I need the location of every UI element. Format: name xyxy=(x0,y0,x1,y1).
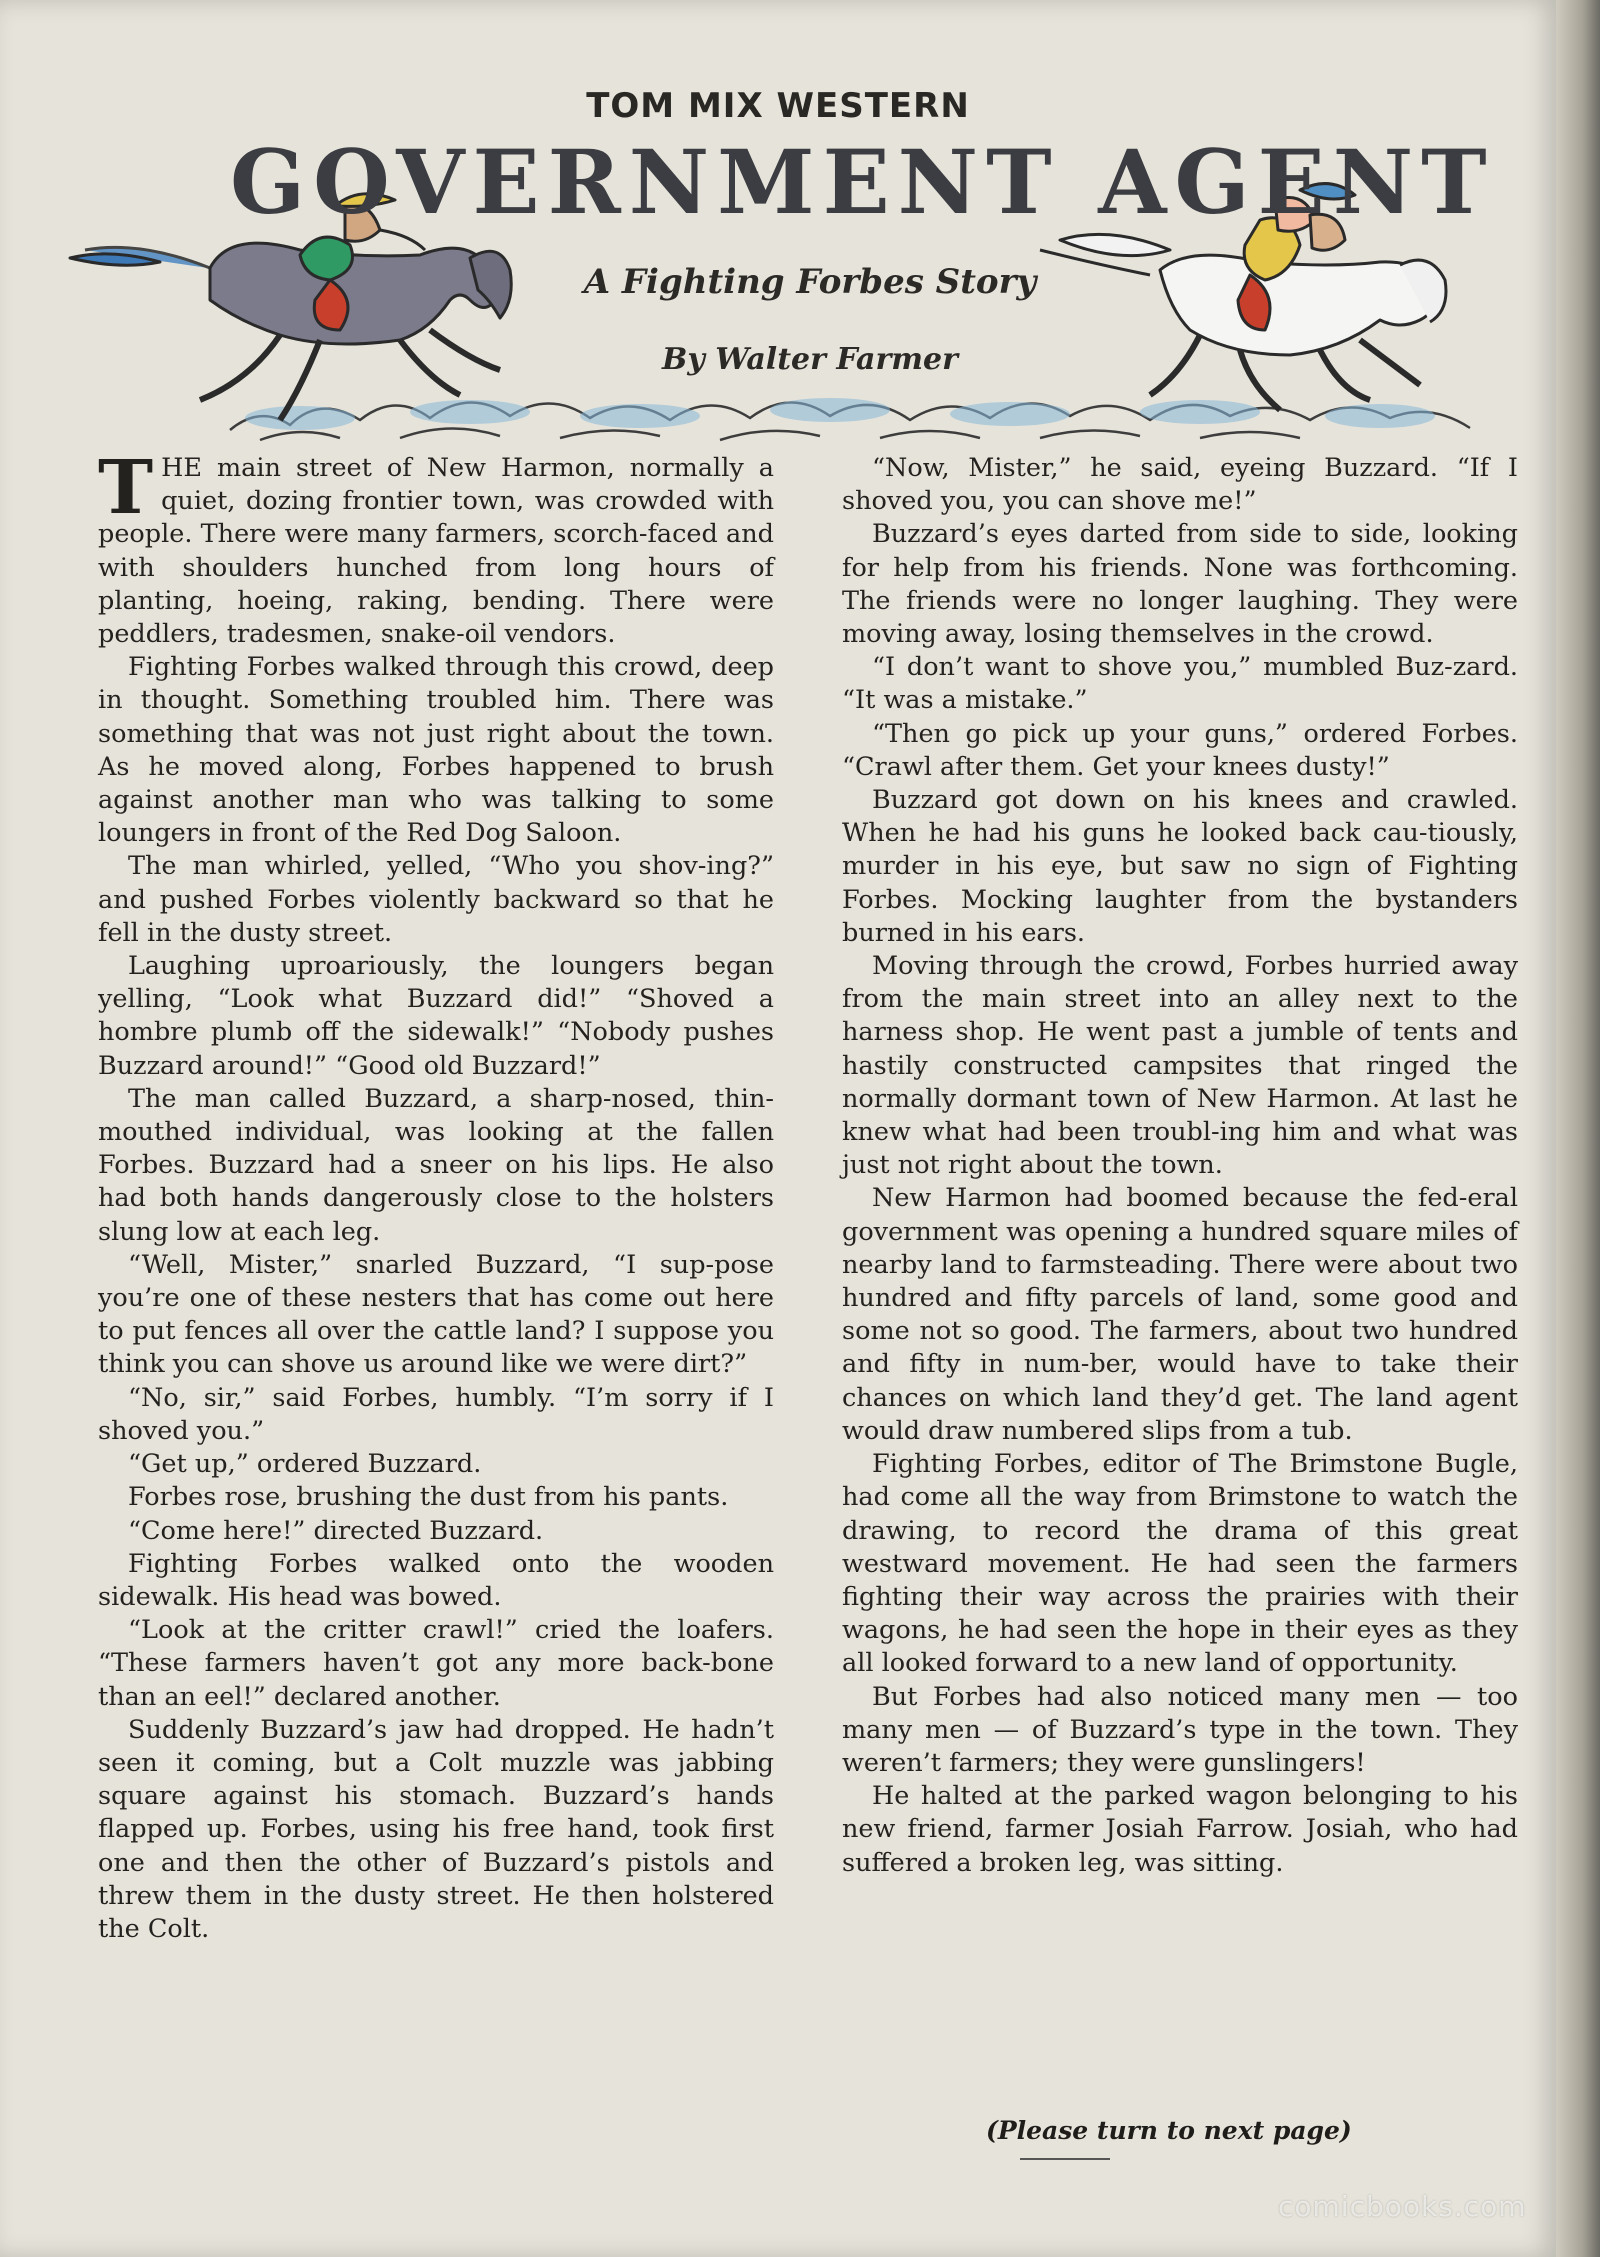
paragraph: But Forbes had also noticed many men — too many men — of Buzzard’s type in the town. They weren’t farmers; they were gunslingers! xyxy=(842,1681,1518,1778)
paragraph: THE main street of New Harmon, normally a quiet, dozing frontier town, was crowded with people. There were many farmers, scorch-faced and with shoulders hunched from long hours of planting, hoeing, raking, bending. There were peddlers, tradesmen, snake-oil vendors. xyxy=(98,445,774,650)
paragraph: Laughing uproariously, the loungers began yelling, “Look what Buzzard did!” “Shoved a hombre plumb off the sidewalk!” “Nobody pushes Buzzard around!” “Good old Buzzard!” xyxy=(98,951,774,1081)
paragraph: “No, sir,” said Forbes, humbly. “I’m sorry if I shoved you.” xyxy=(98,1382,774,1446)
magazine-title: TOM MIX WESTERN xyxy=(586,86,970,126)
site-watermark: comicbooks.com xyxy=(1278,2190,1527,2223)
dust-cloud-shading xyxy=(245,398,1435,430)
paragraph: New Harmon had boomed because the fed-eral government was opening a hundred square miles of nearby land to farmsteading. There were about two hundred and fifty parcels of land, some good and some not so good. The farmers, about two hundred and fifty in num-ber, would have to take their chances on which land they’d get. The land agent would draw numbered slips from a tub. xyxy=(842,1183,1518,1446)
continued-note: (Please turn to next page) xyxy=(986,2116,1352,2145)
paragraph: “I don’t want to shove you,” mumbled Buz-zard. “It was a mistake.” xyxy=(842,652,1518,716)
author-byline: By Walter Farmer xyxy=(662,342,958,377)
paragraph: Buzzard’s eyes darted from side to side, looking for help from his friends. None was forthcoming. The friends were no longer laughing. They were moving away, losing themselves in the crowd. xyxy=(842,519,1518,650)
left-text-column xyxy=(98,445,774,1946)
story-subtitle: A Fighting Forbes Story xyxy=(583,262,1037,302)
story-title: GOVERNMENT AGENT xyxy=(230,130,1495,234)
divider xyxy=(1020,2158,1110,2160)
page-edge xyxy=(1556,0,1600,2257)
paragraph: Fighting Forbes walked onto the wooden sidewalk. His head was bowed. xyxy=(98,1548,774,1612)
right-text-column xyxy=(842,452,1518,1880)
paragraph: Forbes rose, brushing the dust from his pants. xyxy=(128,1482,729,1513)
paragraph: Fighting Forbes walked through this crowd, deep in thought. Something troubled him. There was something that was not just right about the town. As he moved along, Forbes happened to brush against another man who was talking to some loungers in front of the Red Dog Saloon. xyxy=(98,652,774,849)
drop-cap: T xyxy=(98,445,154,531)
paragraph: The man called Buzzard, a sharp-nosed, thin-mouthed individual, was looking at the fallen Forbes. Buzzard had a sneer on his lips. He also had both hands dangerously close to the holsters slung low at each leg. xyxy=(98,1083,774,1247)
paragraph: “Look at the critter crawl!” cried the loafers. “These farmers haven’t got any more back-bone than an eel!” declared another. xyxy=(98,1615,774,1712)
paragraph: The man whirled, yelled, “Who you shov-ing?” and pushed Forbes violently backward so that he fell in the dusty street. xyxy=(98,851,774,948)
paragraph: “Then go pick up your guns,” ordered Forbes. “Crawl after them. Get your knees dusty!” xyxy=(842,718,1518,782)
paragraph: Moving through the crowd, Forbes hurried away from the main street into an alley next to the harness shop. He went past a jumble of tents and hastily constructed campsites that ringed the normally dormant town of New Harmon. At last he knew what had been troubl-ing him and what was just not right about the town. xyxy=(842,951,1518,1181)
paragraph: He halted at the parked wagon belonging to his new friend, farmer Josiah Farrow. Josiah, who had suffered a broken leg, was sitting. xyxy=(842,1781,1518,1878)
paragraph: “Now, Mister,” he said, eyeing Buzzard. “If I shoved you, you can shove me!” xyxy=(842,453,1518,517)
paragraph: “Well, Mister,” snarled Buzzard, “I sup-pose you’re one of these nesters that has come out here to put fences all over the cattle land? I suppose you think you can shove us around like we were dirt?” xyxy=(98,1249,774,1380)
paragraph: “Get up,” ordered Buzzard. xyxy=(128,1449,482,1480)
paragraph: Suddenly Buzzard’s jaw had dropped. He hadn’t seen it coming, but a Colt muzzle was jabbing square against his stomach. Buzzard’s hands flapped up. Forbes, using his free hand, took first one and then the other of Buzzard’s pistols and threw them in the dusty street. He then holstered the Colt. xyxy=(98,1714,774,1944)
paragraph: Fighting Forbes, editor of The Brimstone Bugle, had come all the way from Brimstone to watch the drawing, to record the drama of this great westward movement. He had seen the farmers fighting their way across the prairies with their wagons, he had seen the hope in their eyes as they all looked forward to a new land of opportunity. xyxy=(842,1449,1518,1679)
paragraph: “Come here!” directed Buzzard. xyxy=(128,1515,544,1546)
paragraph: Buzzard got down on his knees and crawled. When he had his guns he looked back cau-tiously, murder in his eye, but saw no sign of Fighting Forbes. Mocking laughter from the bystanders burned in his ears. xyxy=(842,785,1518,948)
